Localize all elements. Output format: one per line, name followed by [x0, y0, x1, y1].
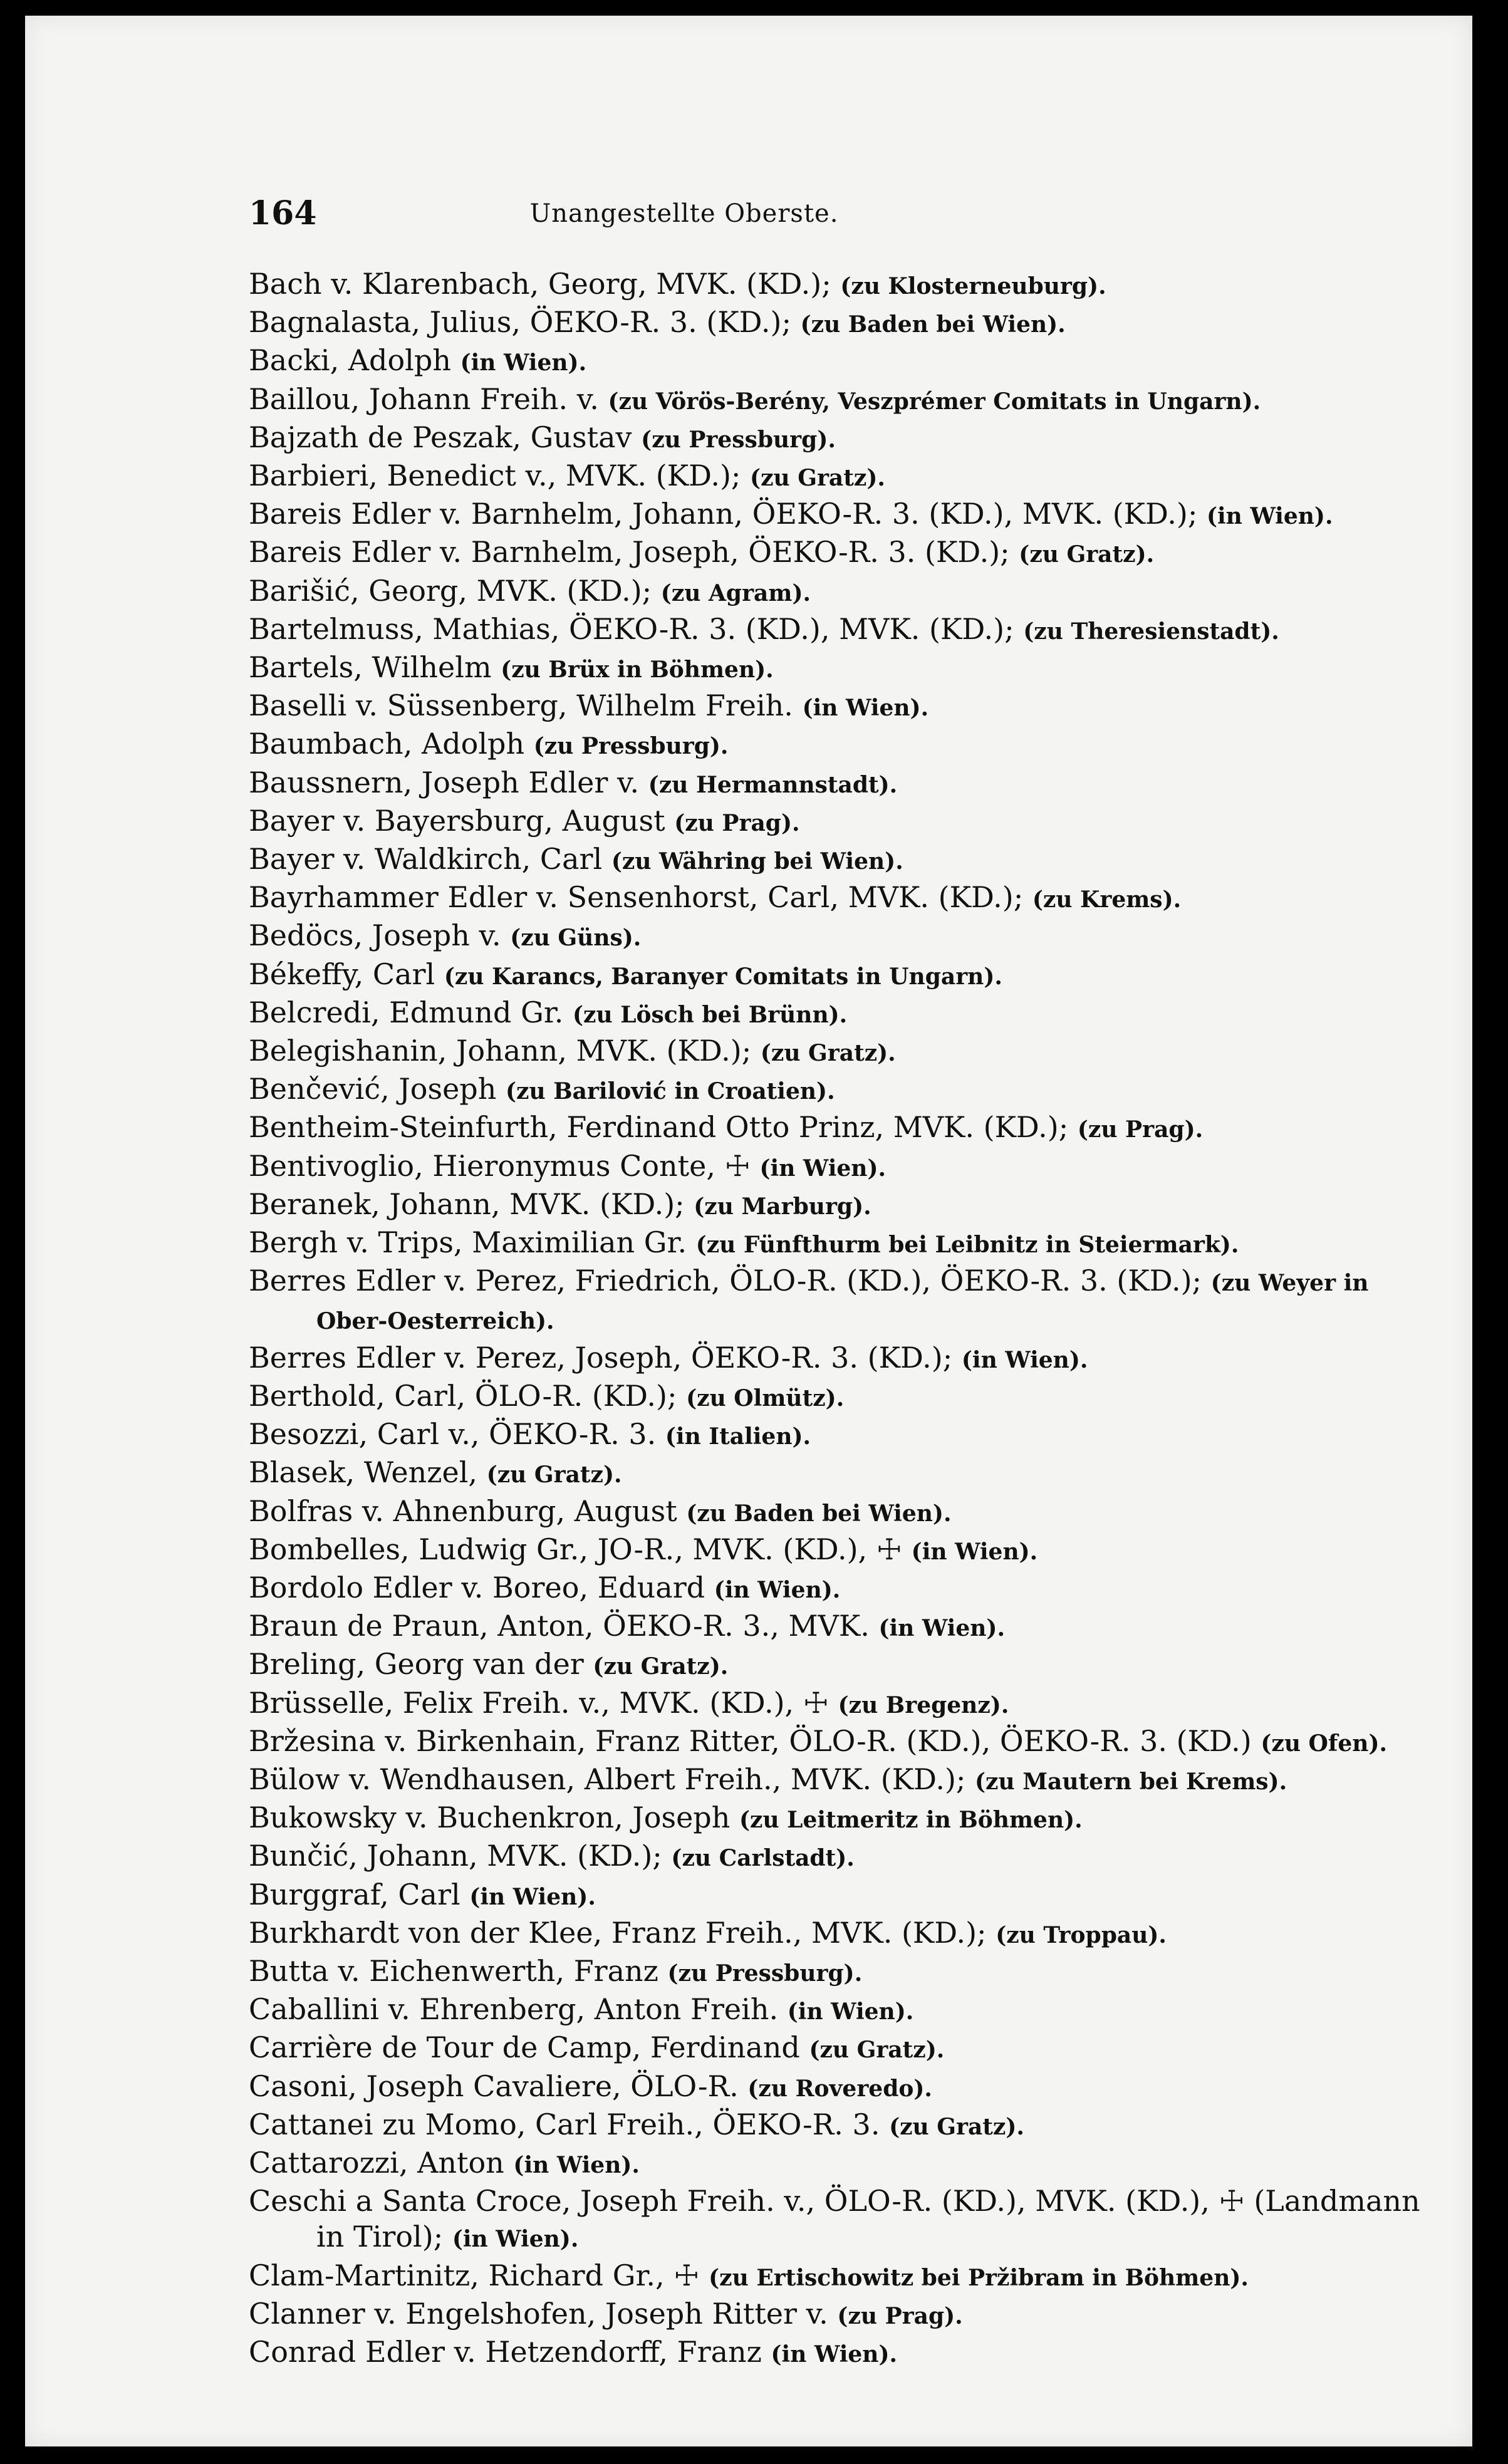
entry [249, 1953, 1439, 1992]
entry [249, 458, 1439, 496]
entry-name: Bayer v. Waldkirch, Carl [249, 842, 603, 876]
entry [249, 803, 1439, 841]
entry-name: Braun de Praun, Anton, ÖEKO-R. 3., MVK. [249, 1609, 870, 1643]
entry-residence: (in Wien). [513, 2151, 640, 2178]
entry-name: Bunčić, Johann, MVK. (KD.); [249, 1839, 662, 1873]
entry-name: Burggraf, Carl [249, 1877, 460, 1911]
entry [249, 1378, 1439, 1417]
entry-residence: (in Wien). [802, 695, 929, 722]
entry [249, 573, 1439, 611]
entry [249, 765, 1439, 803]
entry [249, 1762, 1439, 1800]
entry [249, 2069, 1439, 2107]
entry-name: Bentheim-Steinfurth, Ferdinand Otto Prinz, MVK. (KD.); [249, 1110, 1069, 1145]
entry-residence: (zu Ofen). [1261, 1730, 1388, 1757]
entry [249, 1455, 1439, 1493]
entry-name: Baillou, Johann Freih. v. [249, 382, 599, 416]
entry [249, 266, 1439, 304]
entry [249, 726, 1439, 764]
entry-residence: (zu Agram). [660, 580, 811, 606]
entry [249, 1263, 1439, 1339]
entry-name: Barišić, Georg, MVK. (KD.); [249, 573, 652, 608]
entry-residence: (zu Gratz). [486, 1462, 622, 1489]
entry [249, 880, 1439, 918]
entry-name: Benčević, Joseph [249, 1072, 497, 1106]
entry [249, 1838, 1439, 1876]
entry [249, 650, 1439, 688]
entry-name: Bareis Edler v. Barnhelm, Johann, ÖEKO-R. 3. (KD.), MVK. (KD.); [249, 497, 1198, 531]
entry-residence: (zu Pressburg). [641, 426, 836, 453]
entry-residence: (zu Hermannstadt). [648, 771, 898, 798]
entry [249, 1646, 1439, 1685]
entry-residence: (in Wien). [460, 350, 587, 377]
entry [249, 611, 1439, 650]
entry [249, 1723, 1439, 1762]
entry [249, 1532, 1439, 1570]
entry-residence: (zu Brüx in Böhmen). [501, 657, 774, 684]
entry-residence: (zu Leitmeritz in Böhmen). [739, 1807, 1083, 1834]
entry [249, 2107, 1439, 2145]
entry-name: Békeffy, Carl [249, 957, 435, 991]
entry [249, 343, 1439, 381]
entry-residence: (zu Vörös-Berény, Veszprémer Comitats in Ungarn). [608, 388, 1261, 415]
entry-name: Brüsselle, Felix Freih. v., MVK. (KD.), ☩ [249, 1685, 829, 1720]
entry-list [249, 266, 1439, 2373]
entry-name: Belcredi, Edmund Gr. [249, 995, 564, 1029]
entry [249, 304, 1439, 343]
entry [249, 1225, 1439, 1263]
entry-residence: (zu Karancs, Baranyer Comitats in Ungarn). [444, 963, 1002, 990]
entry-residence: (in Wien). [878, 1615, 1005, 1642]
document-page [25, 16, 1472, 2446]
entry-residence: (in Wien). [469, 1883, 596, 1910]
running-head: Unangestellte Oberste. [529, 199, 839, 228]
page-header [249, 194, 1120, 244]
entry-residence: (zu Ertischowitz bei Pržibram in Böhmen). [709, 2264, 1249, 2291]
entry [249, 1570, 1439, 1608]
entry [249, 1340, 1439, 1378]
entry-residence: (zu Bregenz). [838, 1692, 1009, 1718]
entry-residence: (zu Marburg). [694, 1193, 871, 1220]
entry-residence: (zu Troppau). [996, 1921, 1167, 1948]
entry-residence: (zu Gratz). [760, 1040, 896, 1067]
entry [249, 1685, 1439, 1723]
entry-residence: (zu Olmütz). [686, 1385, 845, 1411]
entry-residence: (zu Krems). [1032, 886, 1182, 913]
entry [249, 1187, 1439, 1225]
entry-name: Breling, Georg van der [249, 1647, 584, 1682]
entry-name: Carrière de Tour de Camp, Ferdinand [249, 2030, 800, 2065]
entry-name: Barbieri, Benedict v., MVK. (KD.); [249, 459, 741, 493]
entry-name: Bedöcs, Joseph v. [249, 918, 501, 953]
entry-name: Blasek, Wenzel, [249, 1455, 478, 1490]
entry [249, 1992, 1439, 2030]
entry-name: Burkhardt von der Klee, Franz Freih., MVK. (KD.); [249, 1915, 987, 1950]
entry [249, 957, 1439, 995]
entry-residence: (in Wien). [714, 1576, 841, 1603]
entry-residence: (zu Theresienstadt). [1023, 618, 1279, 645]
entry-name: Bagnalasta, Julius, ÖEKO-R. 3. (KD.); [249, 305, 791, 340]
entry [249, 2258, 1439, 2296]
entry-residence: (zu Gratz). [809, 2037, 945, 2064]
entry-name: Bajzath de Peszak, Gustav [249, 420, 632, 454]
entry-name: Beranek, Johann, MVK. (KD.); [249, 1187, 685, 1221]
entry-residence: (in Italien). [665, 1423, 811, 1450]
entry-name: Ceschi a Santa Croce, Joseph Freih. v., ÖLO-R. (KD.), MVK. (KD.), ☩ (Landmann in Tirol); [249, 2184, 1420, 2254]
entry-residence: (zu Klosterneuburg). [840, 273, 1106, 299]
entry-residence: (zu Pressburg). [533, 733, 729, 760]
entry [249, 1608, 1439, 1646]
entry [249, 1071, 1439, 1110]
entry [249, 688, 1439, 726]
entry-name: Bareis Edler v. Barnhelm, Joseph, ÖEKO-R. 3. (KD.); [249, 535, 1010, 569]
entry [249, 420, 1439, 458]
entry-name: Bartels, Wilhelm [249, 650, 492, 685]
entry-residence: (zu Mautern bei Krems). [975, 1768, 1287, 1795]
entry-residence: (in Wien). [787, 1999, 914, 2025]
entry-residence: (zu Roveredo). [747, 2075, 932, 2102]
entry-name: Besozzi, Carl v., ÖEKO-R. 3. [249, 1417, 657, 1452]
entry-residence: (zu Gratz). [889, 2113, 1024, 2140]
entry-name: Bach v. Klarenbach, Georg, MVK. (KD.); [249, 267, 831, 301]
entry-residence: (zu Weyer in Ober-Oesterreich). [316, 1270, 1369, 1335]
entry-residence: (in Wien). [759, 1155, 887, 1182]
entry-name: Bergh v. Trips, Maximilian Gr. [249, 1225, 687, 1260]
entry-name: Berres Edler v. Perez, Joseph, ÖEKO-R. 3. (KD.); [249, 1340, 953, 1375]
entry-name: Baselli v. Süssenberg, Wilhelm Freih. [249, 689, 793, 723]
entry-name: Bolfras v. Ahnenburg, August [249, 1494, 677, 1528]
entry-name: Baumbach, Adolph [249, 727, 525, 761]
entry [249, 1877, 1439, 1915]
entry-name: Bukowsky v. Buchenkron, Joseph [249, 1801, 731, 1835]
entry-name: Casoni, Joseph Cavaliere, ÖLO-R. [249, 2069, 739, 2103]
entry-residence: (zu Fünfthurm bei Leibnitz in Steiermark). [695, 1232, 1239, 1259]
entry [249, 1915, 1439, 1953]
entry-residence: (zu Carlstadt). [671, 1845, 855, 1872]
entry [249, 2030, 1439, 2068]
entry [249, 1033, 1439, 1071]
entry-residence: (zu Prag). [674, 809, 800, 836]
entry-name: Cattarozzi, Anton [249, 2145, 504, 2180]
entry-name: Berres Edler v. Perez, Friedrich, ÖLO-R. (KD.), ÖEKO-R. 3. (KD.); [249, 1264, 1202, 1298]
entry-name: Butta v. Eichenwerth, Franz [249, 1953, 658, 1988]
entry [249, 1110, 1439, 1148]
entry [249, 382, 1439, 420]
entry-name: Clanner v. Engelshofen, Joseph Ritter v. [249, 2296, 828, 2331]
entry [249, 2296, 1439, 2334]
entry [249, 1800, 1439, 1838]
entry [249, 496, 1439, 534]
entry-residence: (zu Baden bei Wien). [800, 311, 1066, 338]
entry-residence: (zu Gratz). [750, 465, 885, 492]
entry-name: Bartelmuss, Mathias, ÖEKO-R. 3. (KD.), MVK. (KD.); [249, 611, 1014, 646]
entry-name: Cattanei zu Momo, Carl Freih., ÖEKO-R. 3. [249, 2107, 880, 2141]
entry-name: Caballini v. Ehrenberg, Anton Freih. [249, 1992, 779, 2027]
entry-residence: (zu Pressburg). [667, 1960, 863, 1987]
entry-residence: (in Wien). [452, 2226, 579, 2253]
entry-residence: (zu Lösch bei Brünn). [573, 1001, 848, 1028]
entry-residence: (in Wien). [911, 1538, 1038, 1565]
entry-residence: (zu Gratz). [593, 1653, 729, 1680]
entry [249, 1148, 1439, 1187]
entry-residence: (zu Prag). [1077, 1116, 1204, 1143]
entry-residence: (in Wien). [771, 2341, 898, 2368]
entry-name: Baussnern, Joseph Edler v. [249, 765, 640, 799]
entry-residence: (zu Währing bei Wien). [611, 848, 903, 875]
entry-residence: (zu Barilović in Croatien). [506, 1078, 835, 1105]
entry [249, 995, 1439, 1033]
entry-name: Bržesina v. Birkenhain, Franz Ritter, ÖLO-R. (KD.), ÖEKO-R. 3. (KD.) [249, 1723, 1252, 1758]
page-number: 164 [249, 194, 317, 232]
entry-name: Belegishanin, Johann, MVK. (KD.); [249, 1034, 752, 1068]
entry [249, 534, 1439, 573]
entry [249, 1494, 1439, 1532]
entry [249, 2183, 1439, 2257]
entry-name: Bentivoglio, Hieronymus Conte, ☩ [249, 1148, 751, 1183]
entry-name: Clam-Martinitz, Richard Gr., ☩ [249, 2258, 700, 2292]
entry-name: Berthold, Carl, ÖLO-R. (KD.); [249, 1378, 677, 1413]
entry-name: Bülow v. Wendhausen, Albert Freih., MVK. (KD.); [249, 1762, 966, 1796]
entry-name: Bayer v. Bayersburg, August [249, 803, 665, 838]
entry-name: Conrad Edler v. Hetzendorff, Franz [249, 2334, 762, 2369]
entry-residence: (in Wien). [961, 1346, 1088, 1373]
entry [249, 918, 1439, 956]
entry [249, 2334, 1439, 2373]
entry-name: Bordolo Edler v. Boreo, Eduard [249, 1570, 705, 1604]
entry-name: Bayrhammer Edler v. Sensenhorst, Carl, MVK. (KD.); [249, 880, 1024, 915]
entry-name: Bombelles, Ludwig Gr., JO-R., MVK. (KD.), ☩ [249, 1532, 903, 1566]
entry [249, 1417, 1439, 1455]
entry [249, 841, 1439, 880]
entry-residence: (zu Gratz). [1019, 541, 1155, 568]
entry-residence: (in Wien). [1206, 503, 1333, 530]
entry-name: Backi, Adolph [249, 343, 451, 378]
entry [249, 2145, 1439, 2183]
entry-residence: (zu Güns). [510, 925, 642, 952]
entry-residence: (zu Prag). [837, 2302, 963, 2329]
entry-residence: (zu Baden bei Wien). [686, 1500, 952, 1527]
